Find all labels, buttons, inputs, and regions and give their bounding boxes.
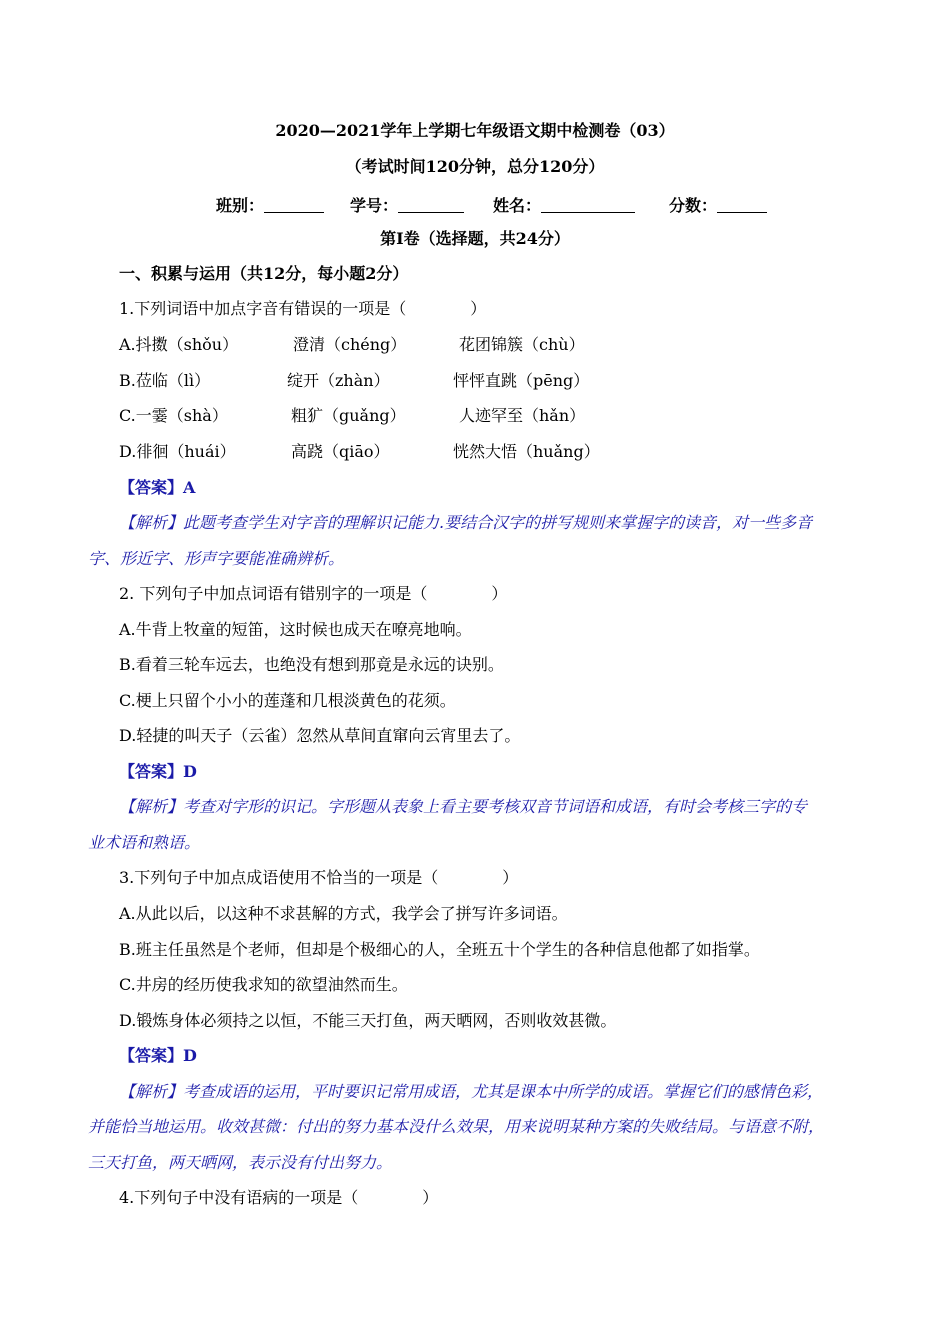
q1-option-b-word2: 绽开（zhàn） [287,371,390,390]
q1-option-b-word3: 怦怦直跳（pēng） [453,371,590,390]
question-3-stem: 3.下列句子中加点成语使用不恰当的一项是（ ） [119,868,519,887]
q3-analysis-line1: 【解析】考查成语的运用，平时要识记常用成语，尤其是课本中所学的成语。掌握它们的感情色彩， [119,1082,824,1101]
question-4-stem: 4.下列句子中没有语病的一项是（ ） [119,1188,439,1207]
q2-answer: 【答案】D [119,762,197,781]
class-field [216,193,324,216]
q3-answer: 【答案】D [119,1046,197,1065]
score-blank[interactable] [717,196,767,213]
q1-option-b-word1: B.莅临（lì） [119,371,211,390]
section-heading: 一、积累与运用（共12分，每小题2分） [119,264,409,283]
q2-option-d: D.轻捷的叫天子（云雀）忽然从草间直窜向云宵里去了。 [119,726,521,745]
exam-subtitle: （考试时间120分钟，总分120分） [345,157,605,176]
q3-option-c: C.井房的经历使我求知的欲望油然而生。 [119,975,408,994]
score-field [669,193,767,216]
part-title: 第Ⅰ卷（选择题，共24分） [380,229,570,248]
class-label: 班别： [216,196,265,215]
q2-option-b: B.看着三轮车远去，也绝没有想到那竟是永远的诀别。 [119,655,504,674]
question-2-stem: 2. 下列句子中加点词语有错别字的一项是（ ） [119,584,508,603]
q3-analysis-line3: 三天打鱼，两天晒网，表示没有付出努力。 [88,1153,393,1172]
q3-option-a: A.从此以后，以这种不求甚解的方式，我学会了拼写许多词语。 [119,904,568,923]
name-label: 姓名： [493,196,542,215]
q1-option-c-word1: C.一霎（shà） [119,406,228,425]
q2-analysis-line1: 【解析】考查对字形的识记。字形题从表象上看主要考核双音节词语和成语，有时会考核三字的专 [119,797,808,816]
q2-option-a: A.牛背上牧童的短笛，这时候也成天在嘹亮地响。 [119,620,472,639]
q1-option-d-word2: 高跷（qiāo） [291,442,390,461]
name-blank[interactable] [541,196,635,213]
q1-option-d-word1: D.徘徊（huái） [119,442,236,461]
q1-answer: 【答案】A [119,478,196,497]
score-label: 分数： [669,196,718,215]
q1-option-c-word2: 粗犷（guǎng） [291,406,406,425]
q2-option-c: C.梗上只留个小小的莲蓬和几根淡黄色的花须。 [119,691,456,710]
q1-option-a-word2: 澄清（chéng） [293,335,407,354]
q3-analysis-line2: 并能恰当地运用。收效甚微：付出的努力基本没什么效果，用来说明某种方案的失败结局。与语意不附， [88,1117,825,1136]
q1-option-c-word3: 人迹罕至（hǎn） [459,406,586,425]
student-id-blank[interactable] [398,196,464,213]
student-id-field [350,193,464,216]
q1-option-d-word3: 恍然大悟（huǎng） [453,442,600,461]
q3-option-d: D.锻炼身体必须持之以恒，不能三天打鱼，两天晒网，否则收效甚微。 [119,1011,617,1030]
q1-analysis-line1: 【解析】此题考查学生对字音的理解识记能力.要结合汉字的拼写规则来掌握字的读音，对一些多音 [119,513,813,532]
exam-title: 2020—2021学年上学期七年级语文期中检测卷（03） [275,121,675,140]
q2-analysis-line2: 业术语和熟语。 [88,833,201,852]
class-blank[interactable] [264,196,324,213]
name-field [493,193,635,216]
q3-option-b: B.班主任虽然是个老师，但却是个极细心的人，全班五十个学生的各种信息他都了如指掌。 [119,940,760,959]
q1-option-a-word3: 花团锦簇（chù） [459,335,585,354]
student-id-label: 学号： [350,196,399,215]
q1-analysis-line2: 字、形近字、形声字要能准确辨析。 [88,549,345,568]
question-1-stem: 1.下列词语中加点字音有错误的一项是（ ） [119,299,487,318]
q1-option-a-word1: A.抖擞（shǒu） [119,335,239,354]
